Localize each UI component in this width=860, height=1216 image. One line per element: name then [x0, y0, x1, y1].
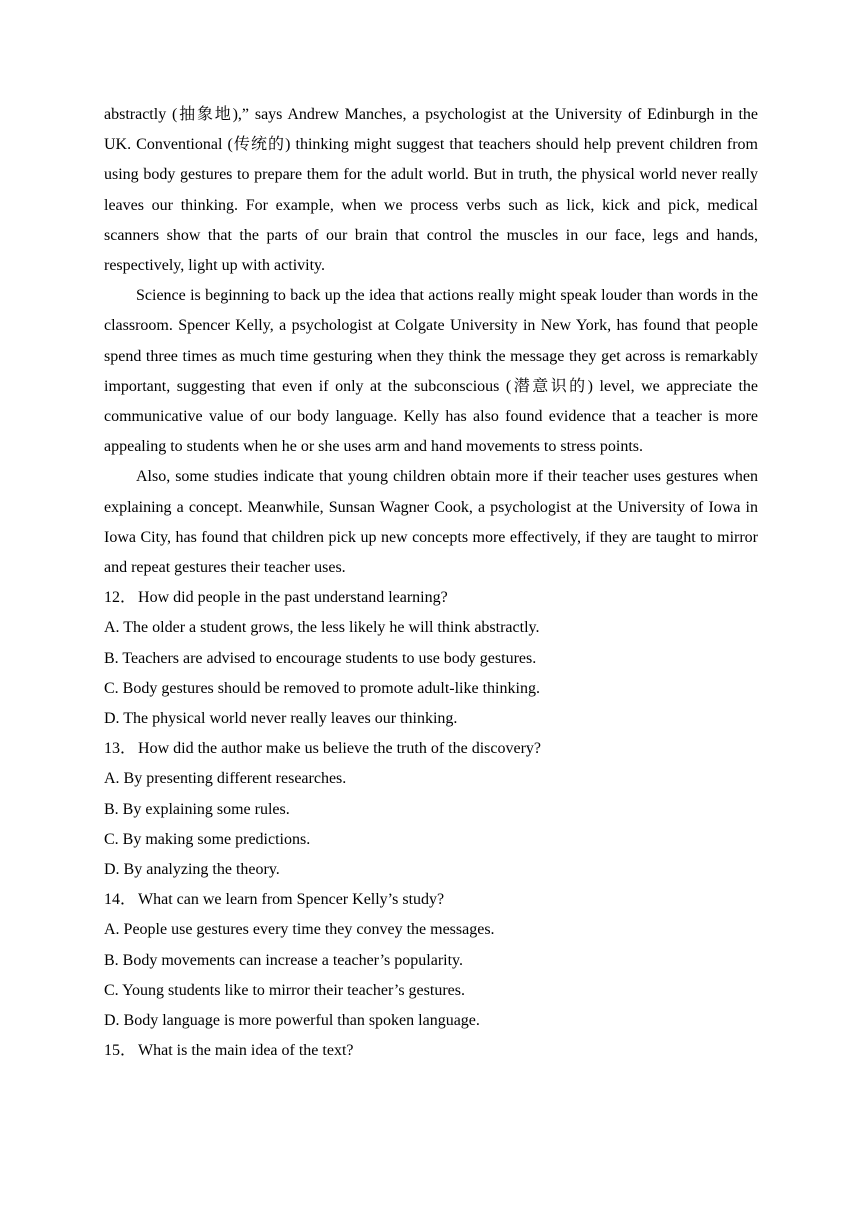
option-d: D. The physical world never really leaves our thinking. — [104, 710, 458, 728]
question-number: 14． — [104, 891, 137, 909]
question-stem — [104, 583, 758, 613]
question-number: 12． — [104, 589, 137, 607]
option-a: A. The older a student grows, the less likely he will think abstractly. — [104, 619, 540, 637]
question-12 — [104, 583, 758, 734]
question-number: 13． — [104, 740, 137, 758]
option-c: C. Body gestures should be removed to promote adult-like thinking. — [104, 679, 540, 697]
question-text: How did people in the past understand learning? — [138, 589, 448, 607]
question-text: How did the author make us believe the truth of the discovery? — [138, 740, 542, 758]
question-14 — [104, 885, 758, 1036]
question-stem — [104, 885, 758, 915]
option-d: D. By analyzing the theory. — [104, 861, 280, 879]
document-page — [104, 100, 758, 1067]
option-b: B. Teachers are advised to encourage students to use body gestures. — [104, 649, 537, 667]
passage-paragraph-3: Also, some studies indicate that young children obtain more if their teacher uses gestures when explaining a concept. Meanwhile, Sunsan Wagner Cook, a psychologist at the University of Iowa in Iowa City, has found that children pick up new concepts more effectively, if they are taught to mirror and repeat gestures their teacher uses. — [104, 468, 758, 577]
option-a: A. By presenting different researches. — [104, 770, 347, 788]
question-stem — [104, 734, 758, 764]
question-number: 15． — [104, 1042, 137, 1060]
passage-paragraph-2: Science is beginning to back up the idea that actions really might speak louder than words in the classroom. Spencer Kelly, a psychologist at Colgate University in New York, has found that people spend three times as much time gesturing when they think the message they get across is remarkably important, suggesting that even if only at the subconscious (潜意识的) level, we appreciate the communicative value of our body language. Kelly has also found evidence that a teacher is more appealing to students when he or she uses arm and hand movements to stress points. — [104, 287, 758, 456]
question-13 — [104, 734, 758, 885]
question-stem — [104, 1036, 758, 1066]
question-15 — [104, 1036, 758, 1066]
option-c: C. By making some predictions. — [104, 830, 311, 848]
question-text: What is the main idea of the text? — [138, 1042, 354, 1060]
option-d: D. Body language is more powerful than spoken language. — [104, 1012, 480, 1030]
option-b: B. Body movements can increase a teacher’s popularity. — [104, 951, 463, 969]
option-c: C. Young students like to mirror their teacher’s gestures. — [104, 981, 465, 999]
option-a: A. People use gestures every time they convey the messages. — [104, 921, 495, 939]
passage-paragraph-1: abstractly (抽象地),” says Andrew Manches, a psychologist at the University of Edinburgh in the UK. Conventional (传统的) thinking might suggest that teachers should help prevent children from using body gestures to prepare them for the adult world. But in truth, the physical world never really leaves our thinking. For example, when we process verbs such as lick, kick and pick, medical scanners show that the parts of our brain that control the muscles in our face, legs and hands, respectively, light up with activity. — [104, 106, 758, 275]
option-b: B. By explaining some rules. — [104, 800, 290, 818]
question-text: What can we learn from Spencer Kelly’s study? — [138, 891, 445, 909]
